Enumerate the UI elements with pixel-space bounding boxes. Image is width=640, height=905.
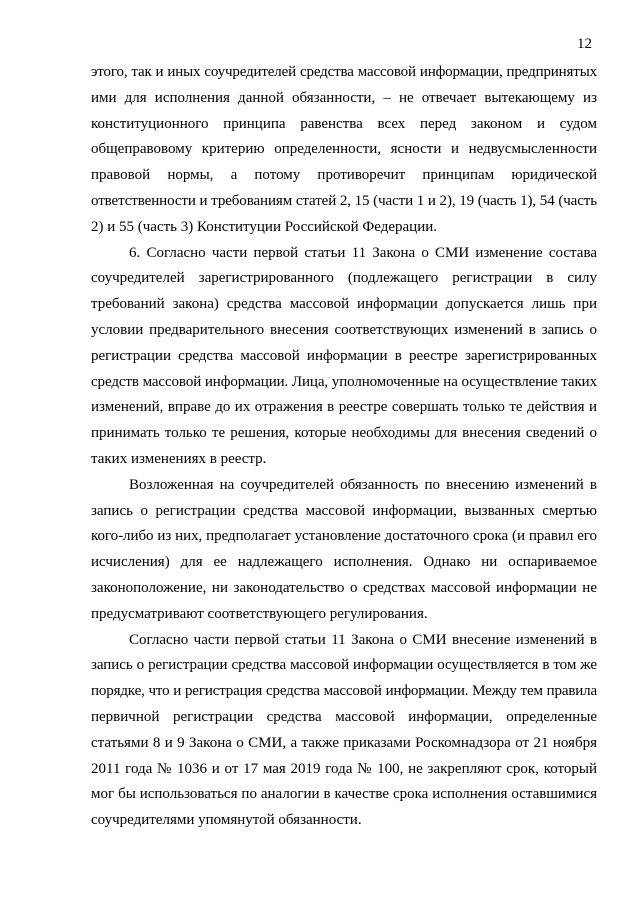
text-line: исчисления) для ее надлежащего исполнения. Однако ни оспариваемое xyxy=(91,554,597,571)
text-line: таких изменениях в реестр. xyxy=(91,450,267,467)
text-line: 2011 года № 1036 и от 17 мая 2019 года № 100, не закрепляют срок, который xyxy=(91,760,597,777)
text-line: запись о регистрации средства массовой информации, вызванных смертью xyxy=(91,502,597,519)
paragraph-obligation xyxy=(91,473,597,628)
paragraph-section-6 xyxy=(91,241,597,473)
text-line: соучредителями упомянутой обязанности. xyxy=(91,812,362,829)
paragraph-registration xyxy=(91,628,597,834)
text-line: средств массовой информации. Лица, уполномоченные на осуществление таких xyxy=(91,373,597,390)
text-line: этого, так и иных соучредителей средства массовой информации, предпринятых xyxy=(91,64,597,80)
text-line: правовой нормы, а потому противоречит принципам юридической xyxy=(91,167,597,184)
text-line: законоположение, ни законодательство о средствах массовой информации не xyxy=(91,579,597,596)
text-line: Возложенная на соучредителей обязанность по внесению изменений в xyxy=(129,476,597,493)
text-line: Согласно части первой статьи 11 Закона о СМИ внесение изменений в xyxy=(129,631,597,648)
text-line: 2) и 55 (часть 3) Конституции Российской Федерации. xyxy=(91,218,437,235)
text-line: предусматривают соответствующего регулирования. xyxy=(91,605,428,622)
text-line: запись о регистрации средства массовой информации осуществляется в том же xyxy=(91,657,597,674)
text-line: статьями 8 и 9 Закона о СМИ, а также приказами Роскомнадзора от 21 ноября xyxy=(91,734,597,751)
text-line: регистрации средства массовой информации в реестре зарегистрированных xyxy=(91,347,597,364)
text-line: соучредителей зарегистрированного (подлежащего регистрации в силу xyxy=(91,270,597,287)
text-line: условии предварительного внесения соответствующих изменений в запись о xyxy=(91,321,597,338)
text-line: конституционного принципа равенства всех перед законом и судом xyxy=(91,115,597,132)
text-line: изменений, вправе до их отражения в реестре совершать только те действия и xyxy=(91,399,597,416)
text-line: кого-либо из них, предполагает установление достаточного срока (и правил его xyxy=(91,528,597,545)
text-line: принимать только те решения, которые необходимы для внесения сведений о xyxy=(91,425,597,442)
text-line: ими для исполнения данной обязанности, – не отвечает вытекающему из xyxy=(91,89,597,106)
text-line: требований закона) средства массовой информации допускается лишь при xyxy=(91,296,597,313)
text-line: порядке, что и регистрация средства массовой информации. Между тем правила xyxy=(91,683,597,700)
document-body xyxy=(91,60,597,834)
page-number: 12 xyxy=(577,36,592,52)
text-line: мог бы использоваться по аналогии в качестве срока исполнения оставшимися xyxy=(91,786,597,803)
text-line: 6. Согласно части первой статьи 11 Закона о СМИ изменение состава xyxy=(129,244,597,261)
paragraph-continuation xyxy=(91,60,597,241)
text-line: первичной регистрации средства массовой информации, определенные xyxy=(91,708,597,725)
text-line: общеправовому критерию определенности, ясности и недвусмысленности xyxy=(91,141,597,158)
text-line: ответственности и требованиям статей 2, 15 (части 1 и 2), 19 (часть 1), 54 (часть xyxy=(91,192,597,209)
